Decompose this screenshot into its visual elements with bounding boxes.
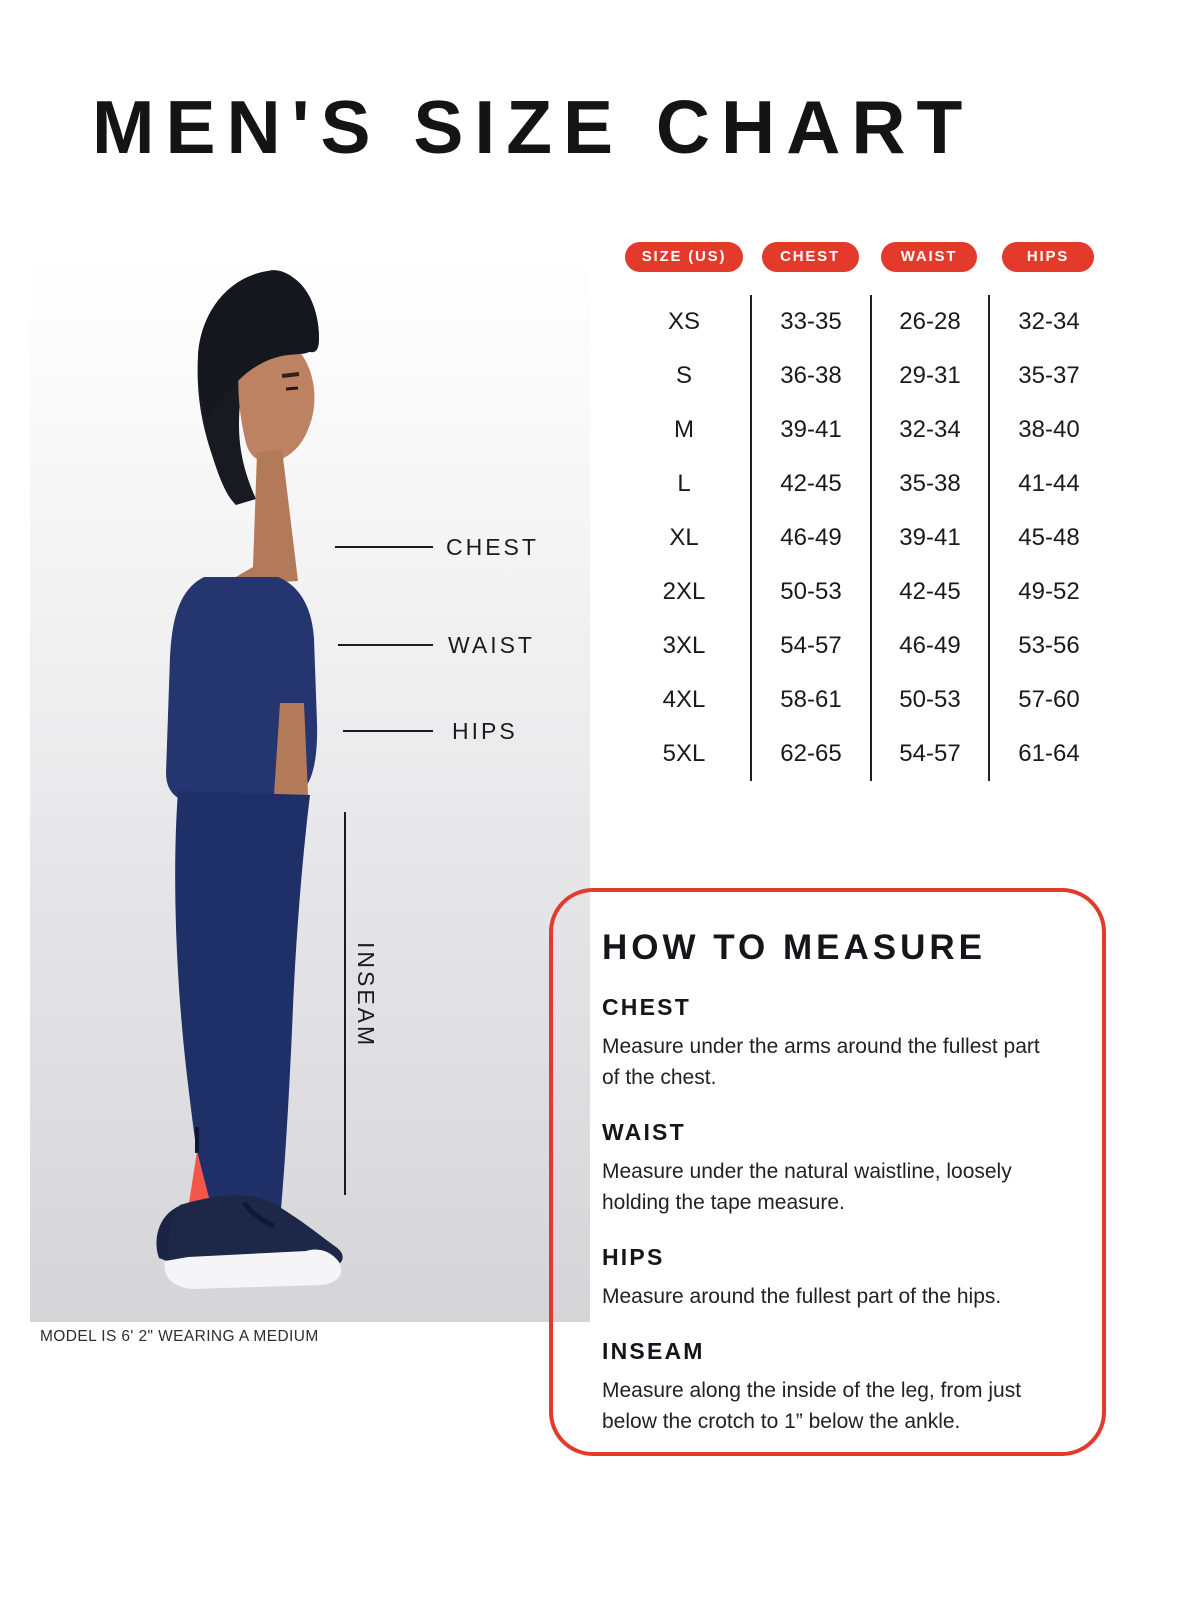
size-cell: XL [669, 524, 699, 551]
model-photo [30, 255, 590, 1322]
measurement-cell: 53-56 [988, 619, 1108, 673]
measurement-cell: 57-60 [988, 673, 1108, 727]
how-to-measure-box [549, 888, 1106, 1456]
chest-callout-line [335, 546, 433, 548]
measurement-cell: 29-31 [870, 349, 988, 403]
measure-section [602, 1244, 1062, 1312]
measurement-cell: 42-45 [750, 457, 870, 511]
measurement-cell: 39-41 [750, 403, 870, 457]
measurement-cell: 49-52 [988, 565, 1108, 619]
measure-section [602, 1119, 1062, 1218]
measure-section-heading: WAIST [602, 1119, 686, 1145]
measurement-cell: 58-61 [750, 673, 870, 727]
measurement-cell: 33-35 [750, 295, 870, 349]
measure-section-heading: INSEAM [602, 1338, 705, 1364]
model-caption: MODEL IS 6' 2" WEARING A MEDIUM [40, 1328, 319, 1345]
inseam-callout-label: INSEAM [353, 942, 379, 1049]
hips-callout-label: HIPS [452, 718, 518, 744]
measurement-cell: 35-37 [988, 349, 1108, 403]
measurement-cell: 32-34 [870, 403, 988, 457]
size-table-body [618, 295, 1108, 781]
measure-section-text: Measure around the fullest part of the hips. [602, 1285, 1002, 1308]
hips-callout-line [343, 730, 433, 732]
measurement-cell: 46-49 [870, 619, 988, 673]
measurement-cell: 46-49 [750, 511, 870, 565]
size-table-header-row [618, 242, 1108, 272]
measure-section-text: Measure under the natural waistline, loosely holding the tape measure. [602, 1160, 1012, 1214]
measurement-cell: 38-40 [988, 403, 1108, 457]
size-cell: M [674, 416, 694, 443]
model-pants [175, 791, 310, 1225]
measurement-cell: 50-53 [870, 673, 988, 727]
measure-section-heading: CHEST [602, 994, 691, 1020]
size-cell: S [675, 362, 692, 389]
measurement-cell: 54-57 [750, 619, 870, 673]
table-header-pill: CHEST [762, 242, 859, 272]
size-table [618, 242, 1108, 781]
table-header-pill: SIZE (US) [625, 242, 743, 272]
measure-section-heading: HIPS [602, 1244, 665, 1270]
model-eye [286, 388, 298, 389]
measurement-cell: 39-41 [870, 511, 988, 565]
size-cell: 5XL [662, 740, 706, 767]
measurement-cell: 61-64 [988, 727, 1108, 781]
size-cell: 4XL [662, 686, 706, 713]
size-cell: 3XL [662, 632, 706, 659]
page-title: MEN'S SIZE CHART [92, 85, 974, 169]
waist-callout-line [338, 644, 433, 646]
how-to-measure-title: HOW TO MEASURE [602, 928, 986, 967]
measure-section [602, 1338, 1062, 1437]
model-illustration [30, 255, 590, 1322]
model-eyebrow [282, 374, 299, 376]
measurement-cell: 36-38 [750, 349, 870, 403]
table-header-pill: HIPS [1002, 242, 1094, 272]
measurement-cell: 50-53 [750, 565, 870, 619]
measure-section-text: Measure under the arms around the fullest part of the chest. [602, 1035, 1040, 1089]
measurement-cell: 42-45 [870, 565, 988, 619]
measurement-cell: 35-38 [870, 457, 988, 511]
measurement-cell: 41-44 [988, 457, 1108, 511]
size-cell: 2XL [662, 578, 706, 605]
table-header-pill: WAIST [881, 242, 977, 272]
measurement-cell: 54-57 [870, 727, 988, 781]
measurement-cell: 62-65 [750, 727, 870, 781]
chest-callout-label: CHEST [446, 534, 539, 560]
inseam-callout-line [344, 812, 346, 1195]
measure-section-text: Measure along the inside of the leg, from just below the crotch to 1” below the ankle. [602, 1379, 1022, 1433]
measurement-cell: 26-28 [870, 295, 988, 349]
size-cell: XS [667, 308, 700, 335]
how-to-measure-sections [602, 994, 1062, 1437]
waist-callout-label: WAIST [448, 632, 535, 658]
measurement-cell: 45-48 [988, 511, 1108, 565]
measurement-cell: 32-34 [988, 295, 1108, 349]
size-cell: L [677, 470, 691, 497]
measure-section [602, 994, 1062, 1093]
